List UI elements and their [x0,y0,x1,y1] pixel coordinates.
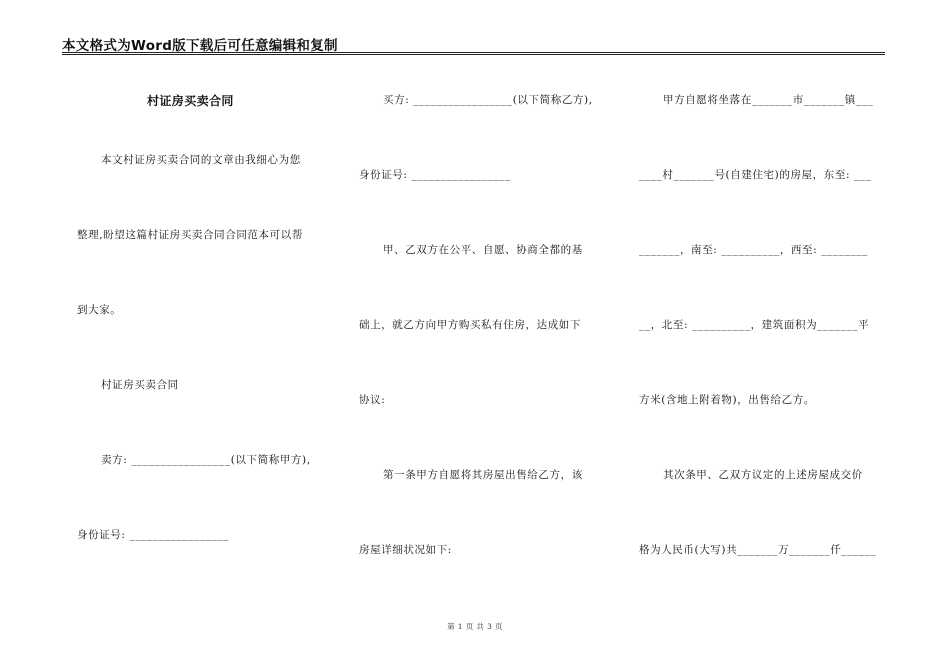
document-title: 村证房买卖合同 [147,94,234,108]
column-3 [639,0,889,672]
text-line: 方米(含地上附着物)，出售给乙方。 [639,394,815,406]
column-1 [77,0,327,672]
text-line: 卖方: _________________(以下简称甲方), [101,454,311,466]
text-line: 甲、乙双方在公平、自愿、协商全都的基 [383,244,583,256]
text-line: ____村_______号(自建住宅)的房屋，东至: ___ [639,169,872,181]
text-line: 买方: _________________(以下简称乙方), [383,94,593,106]
text-line: 甲方自愿将坐落在_______市_______镇___ [663,94,874,106]
text-line: 身份证号: _________________ [359,169,511,181]
column-2 [359,0,609,672]
page-footer: 第 1 页 共 3 页 [447,622,503,631]
text-line: _______，南至: __________，西至: ________ [639,244,868,256]
text-line: 身份证号: _________________ [77,529,229,541]
text-line: 房屋详细状况如下: [359,544,452,556]
text-line: 本文村证房买卖合同的文章由我细心为您 [101,154,301,166]
text-line: 格为人民币(大写)共_______万_______仟______ [639,544,877,556]
text-line: 第一条甲方自愿将其房屋出售给乙方，该 [383,469,583,481]
text-line: 其次条甲、乙双方议定的上述房屋成交价 [663,469,863,481]
text-line: 协议: [359,394,386,406]
text-line: 村证房买卖合同 [101,379,179,391]
text-line: __，北至: __________，建筑面积为_______平 [639,319,870,331]
document-header: 本文格式为Word版下载后可任意编辑和复制 [62,38,338,54]
text-line: 到大家。 [77,304,122,316]
text-line: 础上，就乙方向甲方购买私有住房，达成如下 [359,319,581,331]
text-line: 整理,盼望这篇村证房买卖合同合同范本可以帮 [77,229,303,241]
